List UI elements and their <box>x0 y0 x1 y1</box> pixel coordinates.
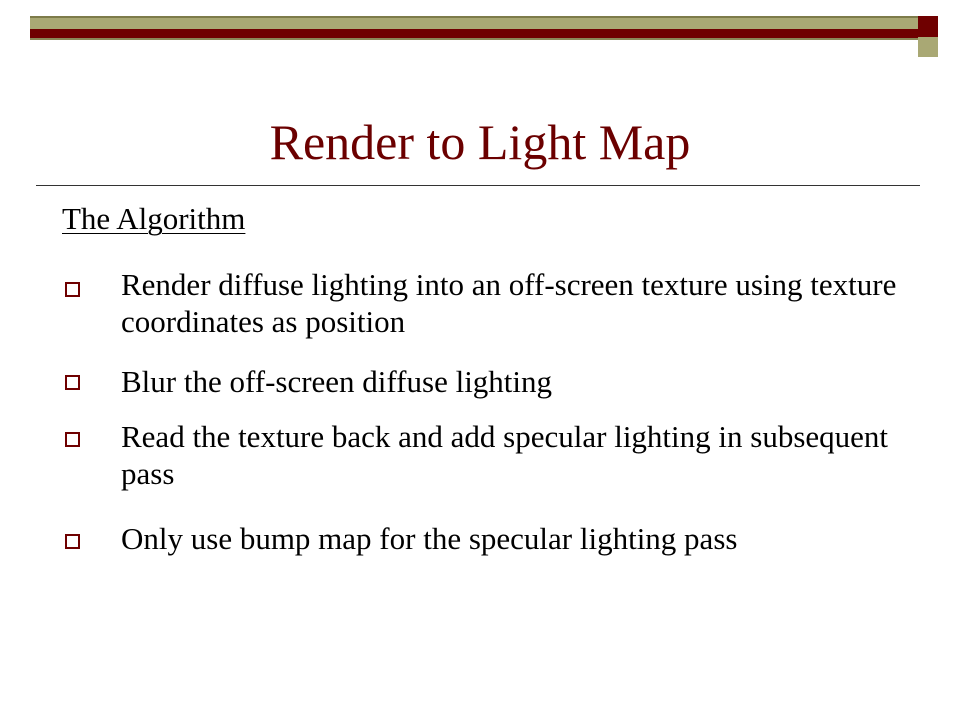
bullet-text: Blur the off-screen diffuse lighting <box>121 364 553 399</box>
hollow-square-icon <box>65 375 80 390</box>
title-divider <box>36 185 920 186</box>
subheading-text: The Algorithm <box>62 201 246 236</box>
bullet-text: Only use bump map for the specular lighting pass <box>121 521 738 556</box>
hollow-square-icon <box>65 432 80 447</box>
corner-olive-block <box>918 37 938 57</box>
slide-title: Render to Light Map <box>269 114 691 170</box>
corner-maroon-block <box>918 16 938 37</box>
bullet-text: Render diffuse lighting into an off-screen texture using texture coordinates as position <box>121 267 897 339</box>
top-bar-underline <box>30 38 938 40</box>
hollow-square-icon <box>65 282 80 297</box>
subheading <box>62 199 245 239</box>
hollow-square-icon <box>65 534 80 549</box>
top-bar-maroon-stripe <box>30 29 938 38</box>
top-bar-olive-stripe <box>30 16 938 29</box>
bullet-text: Read the texture back and add specular lighting in subsequent pass <box>121 419 889 491</box>
